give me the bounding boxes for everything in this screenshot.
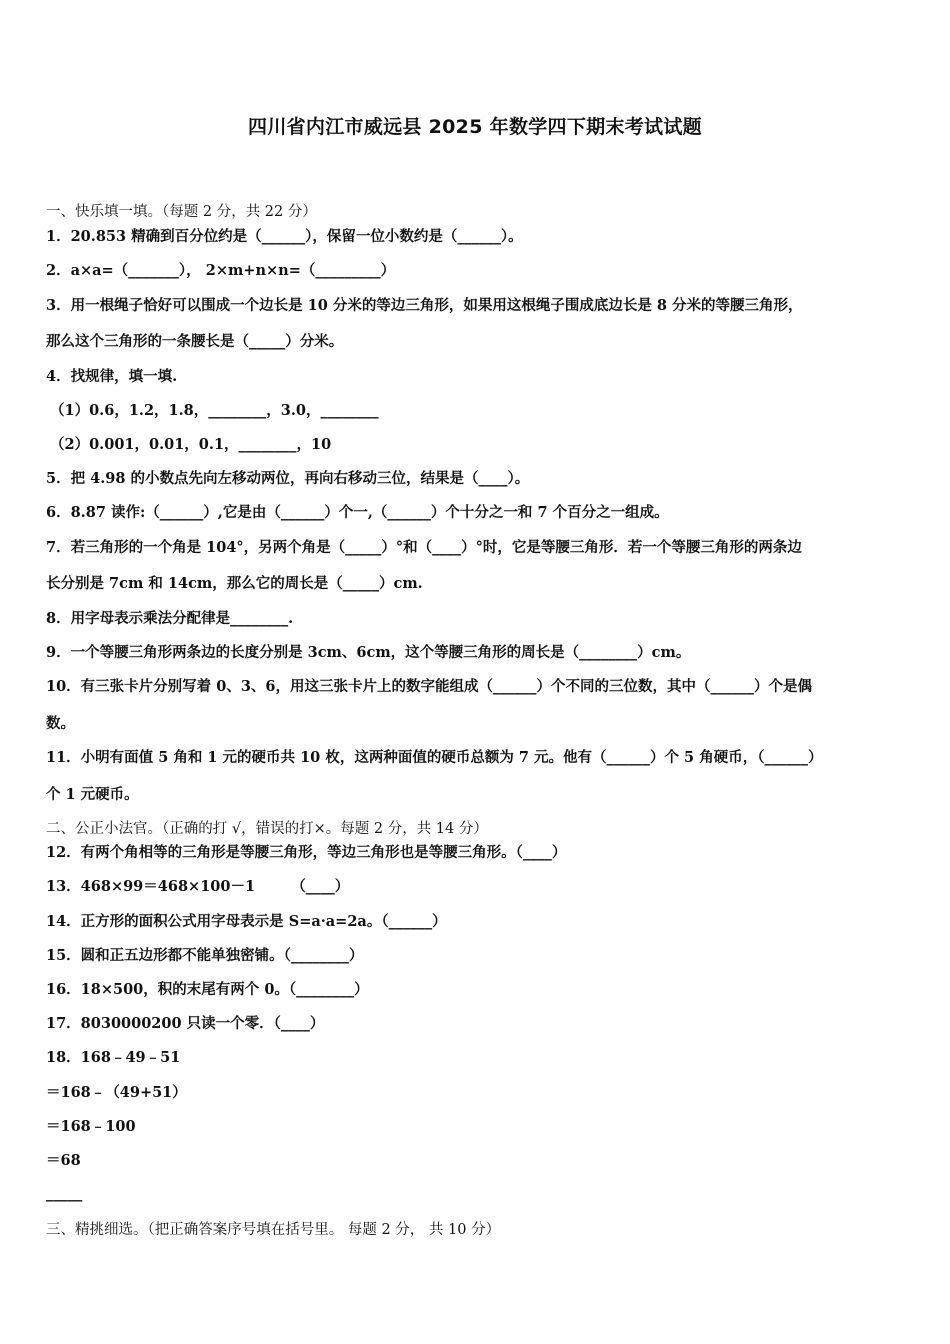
question-3-cont: 那么这个三角形的一条腰长是（_____）分米。	[46, 333, 344, 350]
question-11: 11．小明有面值 5 角和 1 元的硬币共 10 枚，这两种面值的硬币总额为 7 元。他有（______）个 5 角硬币，（______）	[46, 749, 823, 766]
question-4-part-2: （2）0.001，0.01，0.1，________，10	[50, 436, 332, 453]
question-7-cont: 长分别是 7cm 和 14cm，那么它的周长是（_____）cm.	[46, 575, 423, 592]
question-4-part-1: （1）0.6，1.2，1.8，________，3.0，________	[50, 402, 379, 419]
question-5: 5．把 4.98 的小数点先向左移动两位，再向右移动三位，结果是（____）。	[46, 470, 530, 487]
question-18: 18．168﹣49﹣51	[46, 1049, 181, 1066]
question-11-cont: 个 1 元硬币。	[46, 786, 139, 803]
question-8: 8．用字母表示乘法分配律是________.	[46, 610, 294, 627]
question-18-answer-blank: _____	[46, 1185, 83, 1202]
question-6: 6．8.87 读作:（______）,它是由（______）个一,（______）个十分之一和 7 个百分之一组成。	[46, 504, 669, 521]
question-1: 1．20.853 精确到百分位约是（______），保留一位小数约是（______）。	[46, 228, 523, 245]
question-17: 17．8030000200 只读一个零．（____）	[46, 1015, 325, 1032]
question-7: 7．若三角形的一个角是 104°，另两个角是（_____）°和（____）°时，它是等腰三角形．若一个等腰三角形的两条边	[46, 539, 802, 556]
question-12: 12．有两个角相等的三角形是等腰三角形，等边三角形也是等腰三角形。（____）	[46, 844, 567, 861]
section-3-heading: 三、精挑细选。（把正确答案序号填在括号里。 每题 2 分， 共 10 分）	[46, 1222, 501, 1238]
question-18-step-3: ＝68	[46, 1152, 81, 1169]
question-18-step-2: ＝168﹣100	[46, 1118, 136, 1135]
question-9: 9．一个等腰三角形两条边的长度分别是 3cm、6cm，这个等腰三角形的周长是（________）cm。	[46, 644, 691, 661]
section-2-heading: 二、公正小法官。（正确的打 √，错误的打×。每题 2 分，共 14 分）	[46, 821, 488, 837]
question-2: 2．a×a=（_______）， 2×m+n×n=（_________）	[46, 262, 396, 279]
question-3: 3．用一根绳子恰好可以围成一个边长是 10 分米的等边三角形，如果用这根绳子围成底边长是 8 分米的等腰三角形，	[46, 297, 803, 314]
question-10-cont: 数。	[46, 715, 75, 732]
question-15: 15．圆和正五边形都不能单独密铺。（________）	[46, 947, 364, 964]
question-16: 16．18×500，积的末尾有两个 0。（________）	[46, 981, 369, 998]
section-1-heading: 一、快乐填一填。（每题 2 分，共 22 分）	[46, 204, 317, 220]
question-4: 4．找规律，填一填.	[46, 368, 178, 385]
question-18-step-1: ＝168﹣（49+51）	[46, 1084, 187, 1101]
question-10: 10．有三张卡片分别写着 0、3、6，用这三张卡片上的数字能组成（______）个不同的三位数，其中（______）个是偶	[46, 678, 812, 695]
question-13: 13．468×99＝468×100－1 （____）	[46, 878, 350, 895]
question-14: 14．正方形的面积公式用字母表示是 S=a·a=2a。（______）	[46, 913, 447, 930]
exam-title: 四川省内江市威远县 2025 年数学四下期末考试试题	[248, 116, 702, 138]
